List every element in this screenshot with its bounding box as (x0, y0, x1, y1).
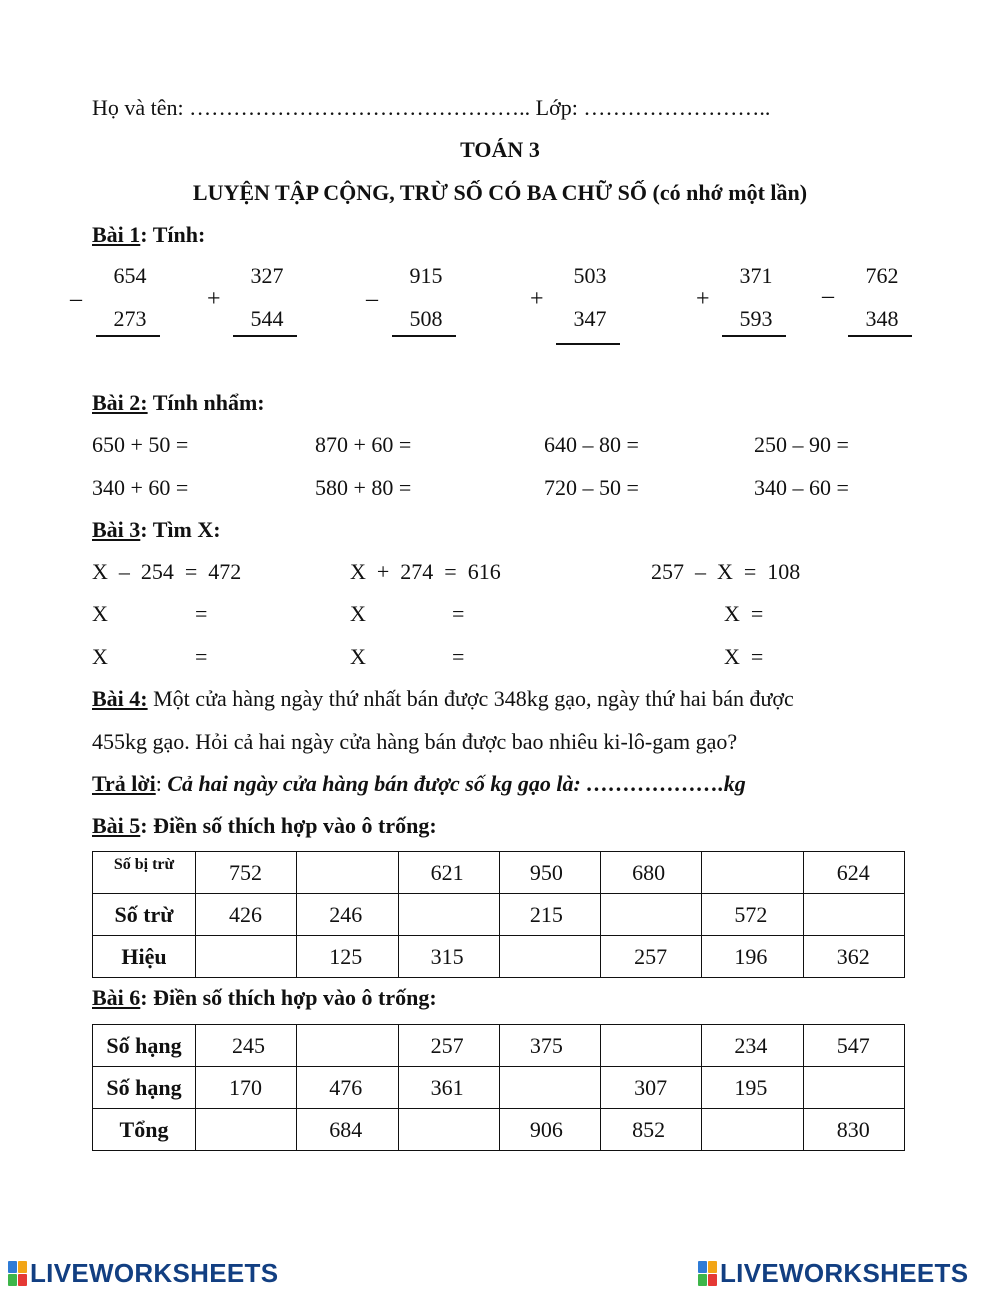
bai6-label: Bài 6 (92, 985, 141, 1010)
table-cell[interactable]: 624 (803, 852, 904, 894)
row-header: Số hạng (93, 1025, 196, 1067)
calc-2-line (233, 335, 297, 337)
calc-3-operator: – (366, 286, 378, 312)
calc-4-line (556, 343, 620, 345)
table-cell[interactable] (803, 1067, 904, 1109)
table-cell[interactable]: 476 (297, 1067, 398, 1109)
bai2-r1-c1: 650 + 50 = (92, 432, 189, 457)
bai3-equation-2: X + 274 = 616 (350, 559, 501, 584)
table-row (93, 852, 905, 894)
bai1-heading (92, 222, 205, 248)
bai3-x-2a: X (350, 601, 366, 626)
calc-3-top: 915 (409, 263, 443, 288)
liveworksheets-logo-left (8, 1258, 278, 1288)
calc-4-top: 503 (573, 263, 607, 288)
bai4-line-1 (92, 686, 794, 712)
bai3-heading (92, 517, 221, 543)
answer-colon: : (155, 771, 162, 796)
calc-2-operator: + (207, 286, 221, 312)
table-cell[interactable] (297, 1025, 398, 1067)
calc-4-bottom: 347 (573, 306, 607, 331)
table-cell[interactable]: 426 (196, 894, 297, 936)
logo-text: LIVEWORKSHEETS (720, 1257, 969, 1288)
bai2-heading (92, 390, 265, 416)
liveworksheets-mark-icon (698, 1261, 717, 1286)
table-cell[interactable]: 375 (499, 1025, 600, 1067)
bai3-eq-1a: = (195, 601, 208, 626)
table-cell[interactable]: 315 (398, 936, 499, 978)
table-cell[interactable]: 246 (297, 894, 398, 936)
table-row (93, 936, 905, 978)
row-header: Số bị trừ (93, 852, 196, 894)
table-cell[interactable]: 170 (196, 1067, 297, 1109)
table-cell[interactable]: 245 (196, 1025, 297, 1067)
bai4-label: Bài 4: (92, 686, 148, 711)
table-cell[interactable]: 906 (499, 1109, 600, 1151)
bai4-answer-line (92, 771, 746, 797)
bai3-xeq-3b: X = (724, 644, 764, 669)
table-cell[interactable] (803, 894, 904, 936)
calc-problem-6 (822, 263, 912, 363)
answer-label: Trả lời (92, 771, 156, 796)
calc-3-bottom: 508 (409, 306, 443, 331)
bai5-label: Bài 5 (92, 813, 141, 838)
table-row (93, 1067, 905, 1109)
bai3-eq-2b: = (452, 644, 465, 669)
bai3-xeq-3a: X = (724, 601, 764, 626)
bai2-r2-c4: 340 – 60 = (754, 475, 849, 500)
table-row (93, 894, 905, 936)
table-cell[interactable]: 361 (398, 1067, 499, 1109)
table-cell[interactable]: 830 (803, 1109, 904, 1151)
table-cell[interactable]: 572 (702, 894, 803, 936)
bai2-r1-c4: 250 – 90 = (754, 432, 849, 457)
calc-4-operator: + (530, 286, 544, 312)
bai3-label: Bài 3 (92, 517, 141, 542)
calc-1-top: 654 (113, 263, 147, 288)
calc-5-line (722, 335, 786, 337)
bai5-title: : Điền số thích hợp vào ô trống: (140, 813, 437, 838)
table-row (93, 1025, 905, 1067)
liveworksheets-mark-icon (8, 1261, 27, 1286)
name-class-line: Họ và tên: ……………………………………….. Lớp: …………………….. (92, 95, 771, 120)
calc-3-line (392, 335, 456, 337)
table-cell[interactable] (601, 1025, 702, 1067)
row-header: Số trừ (93, 894, 196, 936)
bai3-equation-3: 257 – X = 108 (651, 559, 801, 584)
bai4-text-1: Một cửa hàng ngày thứ nhất bán được 348kg gạo, ngày thứ hai bán được (147, 686, 794, 711)
bai1-title: : Tính: (140, 222, 206, 247)
table-cell[interactable]: 307 (601, 1067, 702, 1109)
calc-5-operator: + (696, 286, 710, 312)
bai6-table (92, 1024, 905, 1151)
table-cell[interactable]: 680 (601, 852, 702, 894)
bai2-title: Tính nhẩm: (147, 390, 265, 415)
logo-text: LIVEWORKSHEETS (30, 1257, 279, 1288)
calc-6-top: 762 (865, 263, 899, 288)
bai5-heading (92, 813, 437, 839)
calc-problem-5 (696, 263, 786, 363)
calc-problem-4 (530, 263, 620, 363)
bai1-label: Bài 1 (92, 222, 141, 247)
bai2-r1-c3: 640 – 80 = (544, 432, 639, 457)
table-cell[interactable] (702, 852, 803, 894)
bai2-r2-c2: 580 + 80 = (315, 475, 412, 500)
bai4-text-2: 455kg gạo. Hỏi cả hai ngày cửa hàng bán được bao nhiêu ki-lô-gam gạo? (92, 729, 738, 754)
bai5-table (92, 851, 905, 978)
calc-1-bottom: 273 (113, 306, 147, 331)
bai3-x-1b: X (92, 644, 108, 669)
bai2-r2-c1: 340 + 60 = (92, 475, 189, 500)
calc-problem-3 (366, 263, 456, 363)
table-cell[interactable]: 684 (297, 1109, 398, 1151)
worksheet-title: LUYỆN TẬP CỘNG, TRỪ SỐ CÓ BA CHỮ SỐ (có nhớ một lần) (192, 180, 808, 205)
table-cell[interactable]: 215 (499, 894, 600, 936)
table-cell[interactable]: 257 (601, 936, 702, 978)
table-cell[interactable] (196, 936, 297, 978)
table-cell[interactable] (601, 894, 702, 936)
calc-problem-2 (207, 263, 297, 363)
table-cell[interactable] (398, 1109, 499, 1151)
bai3-equation-1: X – 254 = 472 (92, 559, 242, 584)
calc-5-top: 371 (739, 263, 773, 288)
table-cell[interactable]: 547 (803, 1025, 904, 1067)
bai3-eq-2a: = (452, 601, 465, 626)
answer-text: Cả hai ngày cửa hàng bán được số kg gạo là: ……………….kg (161, 771, 746, 796)
bai6-heading (92, 985, 437, 1011)
row-header: Hiệu (93, 936, 196, 978)
bai3-eq-1b: = (195, 644, 208, 669)
calc-2-top: 327 (250, 263, 284, 288)
bai3-title: : Tìm X: (140, 517, 221, 542)
calc-5-bottom: 593 (739, 306, 773, 331)
calc-2-bottom: 544 (250, 306, 284, 331)
bai3-x-2b: X (350, 644, 366, 669)
table-cell[interactable] (196, 1109, 297, 1151)
table-cell[interactable]: 257 (398, 1025, 499, 1067)
table-cell[interactable]: 752 (196, 852, 297, 894)
table-cell[interactable]: 196 (702, 936, 803, 978)
table-cell[interactable]: 950 (499, 852, 600, 894)
table-cell[interactable]: 234 (702, 1025, 803, 1067)
subject-title: TOÁN 3 (460, 137, 540, 162)
row-header: Số hạng (93, 1067, 196, 1109)
table-cell[interactable] (499, 1067, 600, 1109)
calc-1-line (96, 335, 160, 337)
table-cell[interactable] (702, 1109, 803, 1151)
table-cell[interactable]: 195 (702, 1067, 803, 1109)
liveworksheets-logo-right (698, 1258, 968, 1288)
calc-problem-1 (70, 263, 160, 363)
bai2-label: Bài 2: (92, 390, 148, 415)
bai6-title: : Điền số thích hợp vào ô trống: (140, 985, 437, 1010)
calc-6-line (848, 335, 912, 337)
calc-6-operator: – (822, 283, 834, 309)
calc-1-operator: – (70, 286, 82, 312)
table-row (93, 1109, 905, 1151)
calc-6-bottom: 348 (865, 306, 899, 331)
bai2-r2-c3: 720 – 50 = (544, 475, 639, 500)
table-cell[interactable] (297, 852, 398, 894)
table-cell[interactable] (499, 936, 600, 978)
table-cell[interactable]: 621 (398, 852, 499, 894)
table-cell[interactable] (398, 894, 499, 936)
bai3-x-1a: X (92, 601, 108, 626)
bai2-r1-c2: 870 + 60 = (315, 432, 412, 457)
table-cell[interactable]: 852 (601, 1109, 702, 1151)
row-header: Tổng (93, 1109, 196, 1151)
table-cell[interactable]: 362 (803, 936, 904, 978)
table-cell[interactable]: 125 (297, 936, 398, 978)
